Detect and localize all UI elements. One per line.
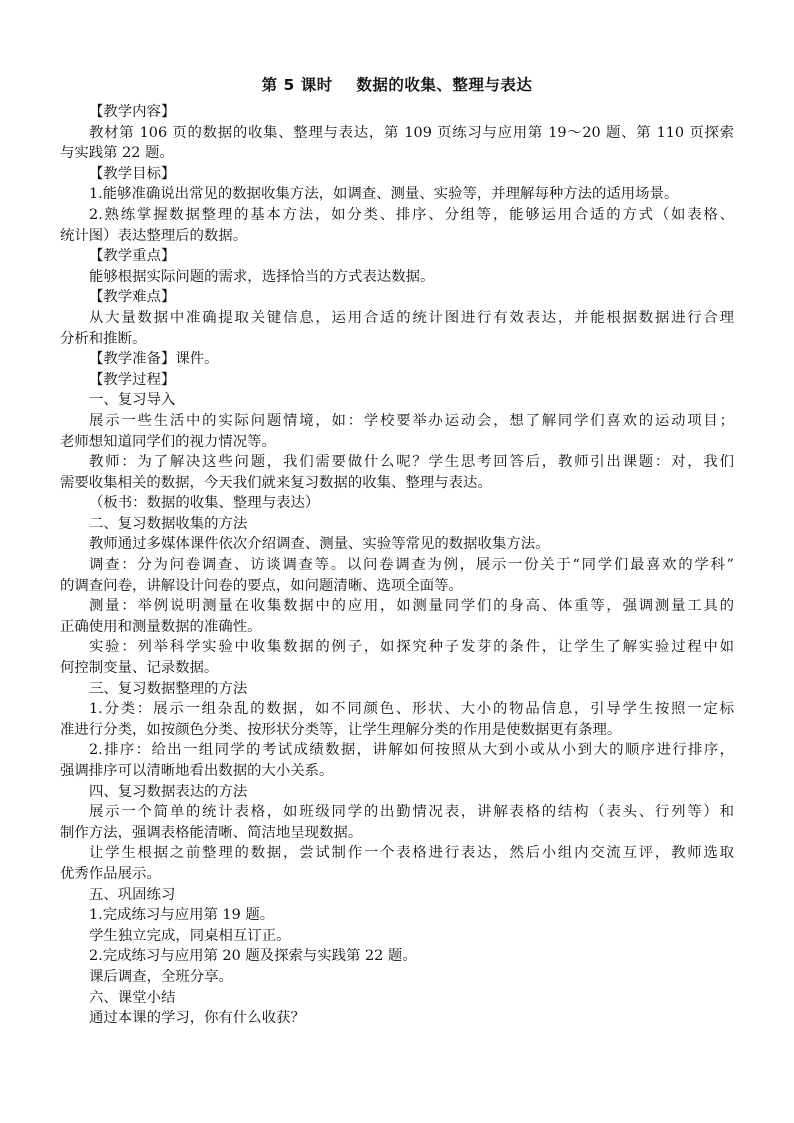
text-line: 教材第 106 页的数据的收集、整理与表达，第 109 页练习与应用第 19～20 题、第 110 页探索 [89, 124, 734, 141]
text-line: 2.排序：给出一组同学的考试成绩数据，讲解如何按照从大到小或从小到大的顺序进行排序， [89, 742, 734, 759]
text-line: 【教学目标】 [89, 165, 176, 182]
text-line: 教师通过多媒体课件依次介绍调查、测量、实验等常见的数据收集方法。 [89, 536, 550, 553]
text-line: 【教学准备】课件。 [89, 351, 219, 368]
text-line: 实验：列举科学实验中收集数据的例子，如探究种子发芽的条件，让学生了解实验过程中如 [89, 639, 734, 656]
text-line: 强调排序可以清晰地看出数据的大小关系。 [60, 763, 334, 779]
text-line: 二、复习数据收集的方法 [89, 515, 248, 532]
text-line: 展示一个简单的统计表格，如班级同学的出勤情况表，讲解表格的结构（表头、行列等）和 [89, 804, 734, 821]
text-line: 课后调查，全班分享。 [89, 968, 233, 985]
text-line: 统计图）表达整理后的数据。 [60, 227, 248, 244]
text-line: 准进行分类，如按颜色分类、按形状分类等，让学生理解分类的作用是使数据更有条理。 [60, 721, 622, 738]
text-line: 制作方法，强调表格能清晰、简洁地呈现数据。 [60, 824, 363, 841]
text-line: 2.完成练习与应用第 20 题及探索与实践第 22 题。 [89, 948, 417, 965]
text-line: 能够根据实际问题的需求，选择恰当的方式表达数据。 [89, 268, 435, 285]
text-line: 测量：举例说明测量在收集数据中的应用，如测量同学们的身高、体重等，强调测量工具的 [89, 598, 734, 615]
text-line: 正确使用和测量数据的准确性。 [60, 618, 262, 635]
text-line: 1.完成练习与应用第 19 题。 [89, 907, 275, 924]
text-line: 教师：为了解决这些问题，我们需要做什么呢？学生思考回答后，教师引出课题：对，我们 [89, 454, 734, 471]
text-line: 2.熟练掌握数据整理的基本方法，如分类、排序、分组等，能够运用合适的方式（如表格、 [89, 206, 734, 223]
text-line: 1.分类：展示一组杂乱的数据，如不同颜色、形状、大小的物品信息，引导学生按照一定标 [89, 701, 734, 718]
text-line: 老师想知道同学们的视力情况等。 [60, 433, 276, 450]
text-line: 何控制变量、记录数据。 [60, 660, 219, 677]
text-line: 学生独立完成，同桌相互订正。 [89, 927, 291, 944]
text-line: 从大量数据中准确提取关键信息，运用合适的统计图进行有效表达，并能根据数据进行合理 [89, 309, 734, 326]
text-line: 【教学内容】 [89, 104, 176, 120]
text-line: 调查：分为问卷调查、访谈调查等。以问卷调查为例，展示一份关于“同学们最喜欢的学科” [89, 557, 734, 574]
text-line: 【教学重点】 [89, 248, 176, 265]
text-line: 的调查问卷，讲解设计问卷的要点，如问题清晰、选项全面等。 [60, 577, 463, 594]
text-line: 与实践第 22 题。 [60, 145, 174, 162]
text-line: （板书：数据的收集、整理与表达） [89, 495, 320, 512]
text-line: 一、复习导入 [89, 392, 176, 409]
text-line: 展示一些生活中的实际问题情境，如：学校要举办运动会，想了解同学们喜欢的运动项目； [89, 412, 734, 429]
text-line: 【教学难点】 [89, 289, 176, 306]
text-line: 三、复习数据整理的方法 [89, 680, 248, 697]
text-line: 通过本课的学习，你有什么收获？ [89, 1010, 305, 1027]
text-line: 【教学过程】 [89, 371, 176, 388]
text-line: 六、课堂小结 [89, 989, 176, 1006]
text-line: 分析和推断。 [60, 330, 147, 347]
text-line: 四、复习数据表达的方法 [89, 783, 248, 800]
text-line: 1.能够准确说出常见的数据收集方法，如调查、测量、实验等，并理解每种方法的适用场景。 [89, 186, 679, 203]
text-line: 优秀作品展示。 [60, 865, 161, 882]
text-line: 让学生根据之前整理的数据，尝试制作一个表格进行表达，然后小组内交流互评，教师选取 [89, 845, 734, 862]
text-line: 五、巩固练习 [89, 886, 176, 903]
text-line: 需要收集相关的数据，今天我们就来复习数据的收集、整理与表达。 [60, 474, 492, 491]
document-body [60, 102, 734, 1029]
page-title: 第 5 课时 数据的收集、整理与表达 [261, 76, 533, 94]
